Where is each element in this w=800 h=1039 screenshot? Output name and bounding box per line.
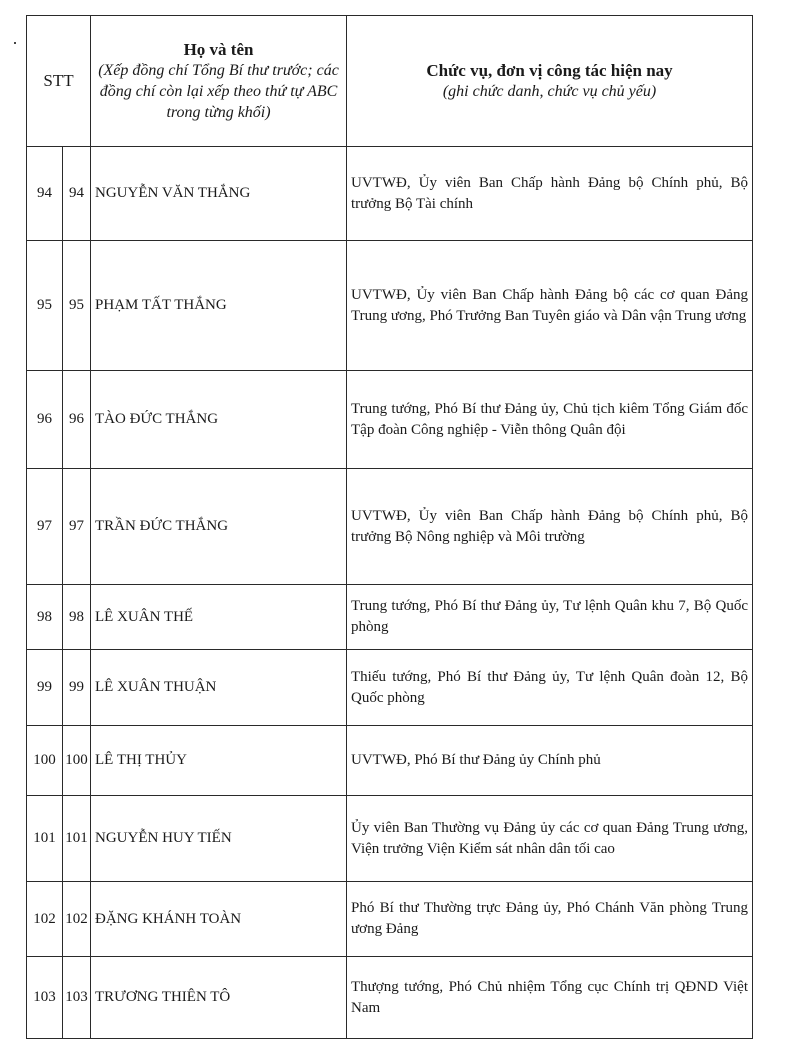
table-row — [27, 585, 753, 650]
header-stt: STT — [27, 16, 91, 147]
row-position: UVTWĐ, Ủy viên Ban Chấp hành Đảng bộ các cơ quan Đảng Trung ương, Phó Trưởng Ban Tuyên giáo và Dân vận Trung ương — [347, 241, 753, 371]
row-name: TRƯƠNG THIÊN TÔ — [91, 957, 347, 1039]
row-name: LÊ XUÂN THẾ — [91, 585, 347, 650]
row-stt-sub: 103 — [63, 957, 91, 1039]
row-stt: 99 — [27, 650, 63, 726]
row-position: Phó Bí thư Thường trực Đảng ủy, Phó Chánh Văn phòng Trung ương Đảng — [347, 882, 753, 957]
row-name: LÊ XUÂN THUẬN — [91, 650, 347, 726]
row-position: Ủy viên Ban Thường vụ Đảng ủy các cơ quan Đảng Trung ương, Viện trưởng Viện Kiểm sát nhân dân tối cao — [347, 796, 753, 882]
row-stt: 98 — [27, 585, 63, 650]
header-position — [347, 16, 753, 147]
table-row — [27, 371, 753, 469]
row-stt-sub: 102 — [63, 882, 91, 957]
row-stt-sub: 101 — [63, 796, 91, 882]
row-name: TRẦN ĐỨC THẮNG — [91, 469, 347, 585]
row-stt: 101 — [27, 796, 63, 882]
candidate-table — [26, 15, 753, 1039]
row-stt: 94 — [27, 147, 63, 241]
header-name — [91, 16, 347, 147]
table-header-row — [27, 16, 753, 147]
header-name-title: Họ và tên — [183, 40, 254, 59]
table-row — [27, 726, 753, 796]
row-name: LÊ THỊ THỦY — [91, 726, 347, 796]
row-stt: 95 — [27, 241, 63, 371]
row-stt-sub: 98 — [63, 585, 91, 650]
row-stt: 96 — [27, 371, 63, 469]
table-row — [27, 650, 753, 726]
row-position: Thiếu tướng, Phó Bí thư Đảng ủy, Tư lệnh Quân đoàn 12, Bộ Quốc phòng — [347, 650, 753, 726]
row-stt-sub: 99 — [63, 650, 91, 726]
row-name: ĐẶNG KHÁNH TOÀN — [91, 882, 347, 957]
row-name: TÀO ĐỨC THẮNG — [91, 371, 347, 469]
row-stt-sub: 95 — [63, 241, 91, 371]
margin-mark — [14, 42, 16, 44]
table-row — [27, 147, 753, 241]
row-stt: 102 — [27, 882, 63, 957]
table-row — [27, 241, 753, 371]
row-stt-sub: 96 — [63, 371, 91, 469]
row-stt: 97 — [27, 469, 63, 585]
row-position: Trung tướng, Phó Bí thư Đảng ủy, Chủ tịch kiêm Tổng Giám đốc Tập đoàn Công nghiệp - Viễn thông Quân đội — [347, 371, 753, 469]
row-stt-sub: 94 — [63, 147, 91, 241]
row-stt-sub: 97 — [63, 469, 91, 585]
row-position: UVTWĐ, Ủy viên Ban Chấp hành Đảng bộ Chính phủ, Bộ trưởng Bộ Tài chính — [347, 147, 753, 241]
row-position: UVTWĐ, Phó Bí thư Đảng ủy Chính phủ — [347, 726, 753, 796]
table-row — [27, 469, 753, 585]
row-position: UVTWĐ, Ủy viên Ban Chấp hành Đảng bộ Chính phủ, Bộ trưởng Bộ Nông nghiệp và Môi trường — [347, 469, 753, 585]
header-name-subtitle: (Xếp đồng chí Tổng Bí thư trước; các đồng chí còn lại xếp theo thứ tự ABC trong từng khối) — [98, 62, 339, 121]
row-name: NGUYỄN VĂN THẮNG — [91, 147, 347, 241]
header-position-subtitle: (ghi chức danh, chức vụ chủ yếu) — [442, 83, 657, 100]
table-row — [27, 882, 753, 957]
row-stt: 100 — [27, 726, 63, 796]
row-name: NGUYỄN HUY TIẾN — [91, 796, 347, 882]
row-stt-sub: 100 — [63, 726, 91, 796]
row-name: PHẠM TẤT THẮNG — [91, 241, 347, 371]
row-position: Thượng tướng, Phó Chủ nhiệm Tổng cục Chính trị QĐND Việt Nam — [347, 957, 753, 1039]
row-position: Trung tướng, Phó Bí thư Đảng ủy, Tư lệnh Quân khu 7, Bộ Quốc phòng — [347, 585, 753, 650]
row-stt: 103 — [27, 957, 63, 1039]
table-row — [27, 796, 753, 882]
table-row — [27, 957, 753, 1039]
header-position-title: Chức vụ, đơn vị công tác hiện nay — [426, 61, 673, 80]
